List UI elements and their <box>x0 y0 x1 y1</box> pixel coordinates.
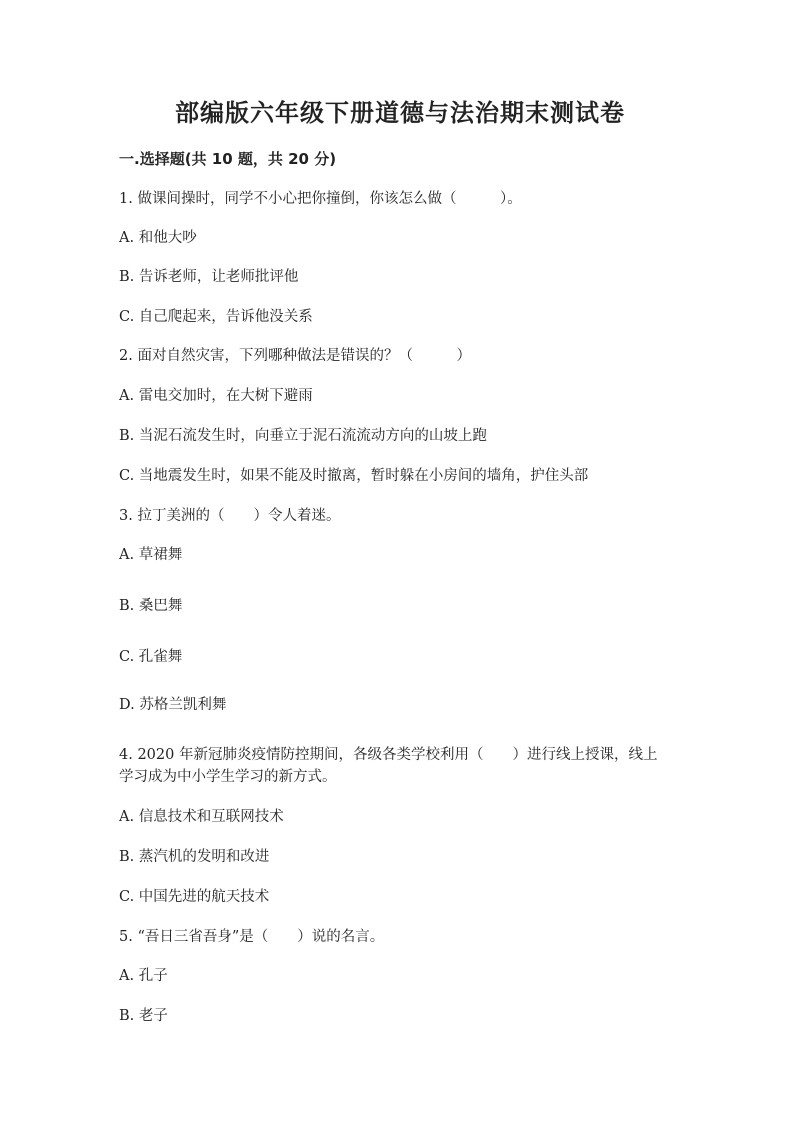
question-3-option-c: C. 孔雀舞 <box>119 649 183 665</box>
page-title: 部编版六年级下册道德与法治期末测试卷 <box>175 99 625 127</box>
question-2-stem: 2. 面对自然灾害，下列哪种做法是错误的？（ ） <box>119 348 471 364</box>
question-5-option-b: B. 老子 <box>119 1008 168 1024</box>
question-2-option-b: B. 当泥石流发生时，向垂立于泥石流流动方向的山坡上跑 <box>119 428 487 444</box>
question-5-stem: 5. “吾日三省吾身”是（ ）说的名言。 <box>119 929 385 945</box>
question-4-stem: 4. 2020 年新冠肺炎疫情防控期间，各级各类学校利用（ ）进行线上授课，线上学习成为中小学生学习的新方式。 <box>119 747 658 785</box>
question-2-option-a: A. 雷电交加时，在大树下避雨 <box>119 388 313 404</box>
question-1-option-b: B. 告诉老师，让老师批评他 <box>119 269 299 285</box>
question-1-stem: 1. 做课间操时，同学不小心把你撞倒，你该怎么做（ ）。 <box>119 191 522 207</box>
question-1-option-c: C. 自己爬起来，告诉他没关系 <box>119 309 313 325</box>
question-2-option-c: C. 当地震发生时，如果不能及时撤离，暂时躲在小房间的墙角，护住头部 <box>119 468 589 484</box>
question-5-option-a: A. 孔子 <box>119 968 168 984</box>
question-1-option-a: A. 和他大吵 <box>119 230 197 246</box>
question-3-option-a: A. 草裙舞 <box>119 547 183 563</box>
question-3-option-d: D. 苏格兰凯利舞 <box>119 697 227 713</box>
question-3-stem: 3. 拉丁美洲的（ ）令人着迷。 <box>119 508 341 524</box>
question-4-option-b: B. 蒸汽机的发明和改进 <box>119 849 270 865</box>
question-3-option-b: B. 桑巴舞 <box>119 598 183 614</box>
question-4-option-c: C. 中国先进的航天技术 <box>119 889 270 905</box>
question-4-option-a: A. 信息技术和互联网技术 <box>119 809 284 825</box>
section-heading: 一.选择题(共 10 题，共 20 分) <box>119 150 337 168</box>
